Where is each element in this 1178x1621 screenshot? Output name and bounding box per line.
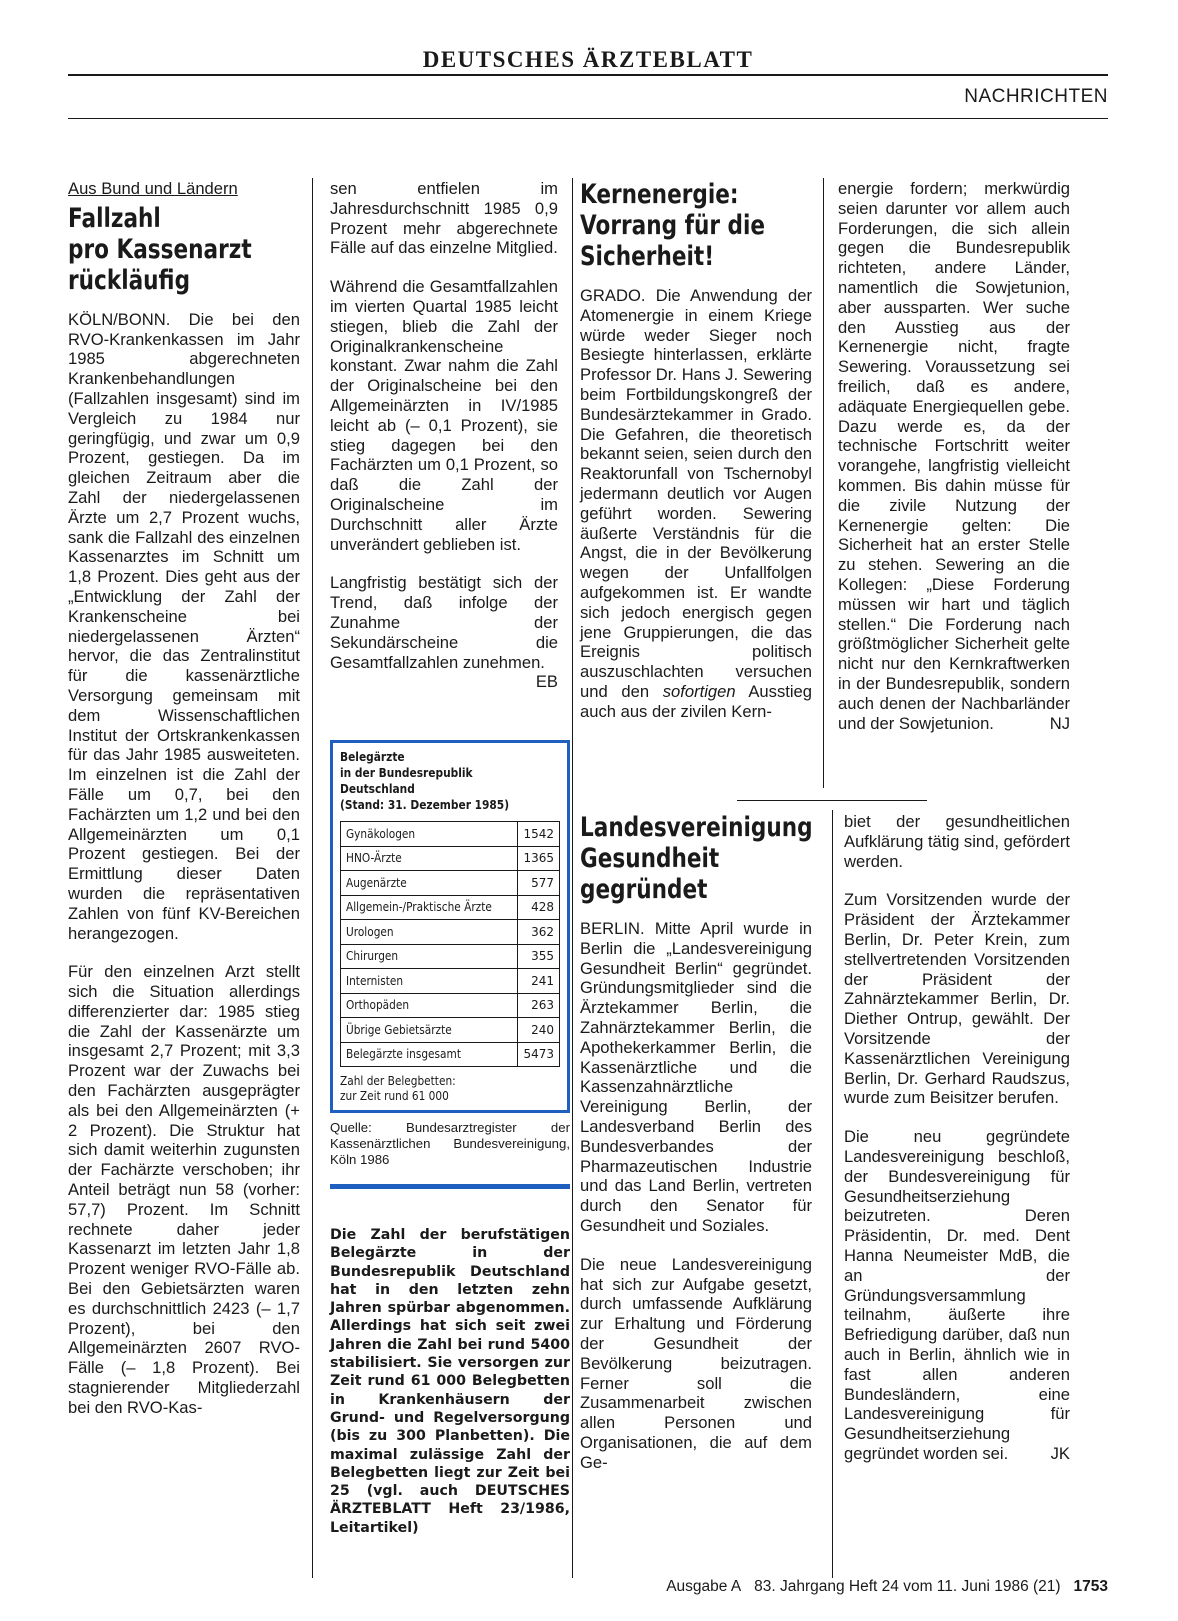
page-number: 1753 <box>1073 1578 1108 1595</box>
table-row <box>341 871 560 896</box>
table-cell-label: Allgemein-/Praktische Ärzte <box>341 895 518 920</box>
table-row <box>341 993 560 1018</box>
article1-paragraph: Während die Gesamtfallzahlen im vierten Quartal 1985 leicht stiegen, blieb die Zahl der Originalkrankenscheine konstant. Zwar nahm die Zahl der Originalscheine bei den Allgemeinärzten in IV/1985 leicht ab (– 0,1 Prozent), sie stieg dagegen bei den Fachärzten um 0,1 Prozent, so daß die Zahl der Originalscheine im Durchschnitt aller Ärzte unverändert geblieben ist. <box>330 277 558 554</box>
table-cell-label: Übrige Gebietsärzte <box>341 1018 518 1043</box>
table-cell-value: 1365 <box>517 846 559 871</box>
column-rule-2 <box>572 178 573 1578</box>
section-label: NACHRICHTEN <box>964 86 1108 107</box>
masthead: DEUTSCHES ÄRZTEBLATT <box>68 46 1108 76</box>
issue-info: 83. Jahrgang Heft 24 vom 11. Juni 1986 (21) <box>754 1578 1061 1595</box>
table-cell-label: Belegärzte insgesamt <box>341 1042 518 1067</box>
article1-paragraph: KÖLN/BONN. Die bei den RVO-Krankenkassen im Jahr 1985 abgerechneten Krankenbehandlungen (Fallzahlen insgesamt) sind im Vergleich zu 1984 nur geringfügig, und zwar um 0,9 Prozent, gestiegen. Da im gleichen Zeitraum aber die Zahl der niedergelassenen Ärzte um 2,7 Prozent wuchs, sank die Fallzahl des einzelnen Kassenarztes im Schnitt um 1,8 Prozent. Dies geht aus der „Entwicklung der Zahl der Krankenscheine bei niedergelassenen Ärzten“ hervor, die das Zentralinstitut für die kassenärztliche Versorgung gemeinsam mit dem Wissenschaftlichen Institut der Ortskrankenkassen für das Jahr 1985 ausweiteten. Im einzelnen ist die Zahl der Fälle um 0,7, bei den Fachärzten um 1,2 und bei den Allgemeinärzten um 0,1 Prozent gestiegen. Bei der Ermittlung dieser Daten wurden die repräsentativen Zahlen von fünf KV-Bereichen herangezogen. <box>68 309 300 943</box>
belegaerzte-table <box>340 821 560 1067</box>
article2-column3 <box>580 179 812 722</box>
article3-paragraph: BERLIN. Mitte April wurde in Berlin die „Landesvereinigung Gesundheit Berlin“ gegründet. Gründungsmitglieder sind die Ärztekammer Berlin, die Zahnärztekammer Berlin, die Apothekerkammer Berlin, die Kassenärztliche und die Kassenzahnärztliche Vereinigung Berlin, der Landesverband Berlin des Bundesverbandes der Pharmazeutischen Industrie und das Land Berlin, vertreten durch den Senator für Gesundheit und Soziales. <box>580 919 812 1235</box>
page-footer <box>540 1578 1108 1596</box>
belegaerzte-table-box <box>330 740 570 1113</box>
belegaerzte-note: Die Zahl der berufstätigen Belegärzte in der Bundesrepublik Deutschland hat in den letzten zehn Jahren spürbar abgenommen. Allerdings hat sich seit zwei Jahren die Zahl bei rund 5400 stabilisiert. Sie versorgen zur Zeit rund 61 000 Belegbetten in Krankenhäusern der Grund- und Regelversorgung (bis zu 300 Planbetten). Die maximal zulässige Zahl der Belegbetten liegt zur Zeit bei 25 (vgl. auch DEUTSCHES ÄRZTEBLATT Heft 23/1986, Leitartikel) <box>330 1227 570 1536</box>
table-row <box>341 846 560 871</box>
table-cell-label: HNO-Ärzte <box>341 846 518 871</box>
table-cell-value: 240 <box>517 1018 559 1043</box>
table-row <box>341 1042 560 1067</box>
article3-headline: Landesvereinigung Gesundheit gegründet <box>580 812 813 905</box>
signoff-jk: JK <box>1050 1443 1070 1463</box>
article1-paragraph: Langfristig bestätigt sich der Trend, daß infolge der Zunahme der Sekundärscheine die Gesamtfallzahlen zunehmen. EB <box>330 573 558 692</box>
table-cell-label: Internisten <box>341 969 518 994</box>
signoff-eb: EB <box>535 672 558 692</box>
kicker: Aus Bund und Ländern <box>68 179 238 198</box>
article3-paragraph: Zum Vorsitzenden wurde der Präsident der Ärztekammer Berlin, Dr. Peter Krein, zum stellvertretenden Vorsitzenden der Präsident der Zahnärztekammer Berlin, Dr. Diether Ontrup, gewählt. Der Vorsitzende der Kassenärztlichen Vereinigung Berlin, Dr. Gerhard Raudszus, wurde zum Beisitzer berufen. <box>844 890 1070 1108</box>
article-separator <box>737 800 927 801</box>
table-row <box>341 920 560 945</box>
article2-paragraph: energie fordern; merkwürdig seien darunter vor allem auch Forderungen, die sich allein gegen die Bundesrepublik richteten, andere Länder, namentlich die Sowjetunion, aber aussparten. Wer suche den Ausstieg aus der Kernenergie nicht, fragte Sewering. Voraussetzung sei freilich, daß es andere, adäquate Energiequellen gebe. Dazu werde es, da der technische Fortschritt weiter vorangehe, langfristig vielleicht kommen. Bis dahin müsse für die zivile Nutzung der Kernenergie gelten: Die Sicherheit hat an erster Stelle zu stehen. Sewering an die Kollegen: „Diese Forderung müssen wir hart und täglich stellen.“ Die Forderung nach größtmöglicher Sicherheit gelte nicht nur den Kernkraftwerken in der Bundesrepublik, sondern auch denen der Nachbarländer und der Sowjetunion. NJ <box>838 179 1070 733</box>
article1-paragraph: Für den einzelnen Arzt stellt sich die Situation allerdings differenzierter dar: 1985 stieg die Zahl der Kassenärzte um insgesamt 2,7 Prozent; mit 3,3 Prozent war der Zuwachs bei den Fachärzten ausgeprägter als bei den Allgemeinärzten (+ 2 Prozent). Die Struktur hat sich damit weiterhin zugunsten der Fachärzte verschoben; ihr Anteil beträgt nun 58 (vorher: 57,7) Prozent. Im Schnitt rechnete daher jeder Kassenarzt im letzten Jahr 1,8 Prozent weniger RVO-Fälle ab. Bei den Gebietsärzten waren es durchschnittlich 2423 (– 1,7 Prozent), bei den Allgemeinärzten 2607 RVO-Fälle (– 1,8 Prozent). Bei stagnierender Mitgliederzahl bei den RVO-Kas- <box>68 962 300 1417</box>
article3-column3 <box>580 812 812 1473</box>
article1-column2 <box>330 179 558 692</box>
article3-paragraph: Die neu gegründete Landesvereinigung beschloß, der Bundesvereinigung für Gesundheitserziehung beizutreten. Deren Präsidentin, Dr. med. Dent Hanna Neumeister MdB, die an der Gründungsversammlung teilnahm, äußerte ihre Befriedigung darüber, daß nun auch in Berlin, ähnlich wie in fast allen anderen Bundesländern, eine Landesvereinigung für Gesundheitserziehung gegründet worden sei. JK <box>844 1127 1070 1463</box>
column-rule-3 <box>823 178 824 788</box>
header-rule <box>68 118 1108 119</box>
table-cell-label: Gynäkologen <box>341 822 518 847</box>
table-row <box>341 1018 560 1043</box>
article2-column4 <box>838 179 1070 733</box>
table-cell-value: 577 <box>517 871 559 896</box>
edition: Ausgabe A <box>666 1578 742 1595</box>
column-rule-4 <box>832 810 833 1578</box>
signoff-nj: NJ <box>1049 713 1070 733</box>
article2-headline: Kernenergie: Vorrang für die Sicherheit! <box>580 179 766 272</box>
table-row <box>341 969 560 994</box>
table-cell-value: 362 <box>517 920 559 945</box>
table-row <box>341 944 560 969</box>
column-rule-1 <box>312 178 313 1578</box>
article1-paragraph: sen entfielen im Jahresdurchschnitt 1985 0,9 Prozent mehr abgerechnete Fälle auf das einzelne Mitglied. <box>330 179 558 258</box>
article3-paragraph: Die neue Landesvereinigung hat sich zur Aufgabe gesetzt, durch umfassende Aufklärung zur Erhaltung und Förderung der Gesundheit der Bevölkerung beizutragen. Ferner soll die Zusammenarbeit zwischen allen Personen und Organisationen, die auf dem Ge- <box>580 1254 812 1472</box>
table-cell-label: Orthopäden <box>341 993 518 1018</box>
table-cell-label: Augenärzte <box>341 871 518 896</box>
table-title: Belegärzte in der Bundesrepublik Deutschland (Stand: 31. Dezember 1985) <box>340 749 510 812</box>
table-source: Quelle: Bundesarztregister der Kassenärztlichen Bundesvereinigung, Köln 1986 <box>330 1120 570 1167</box>
table-cell-value: 5473 <box>517 1042 559 1067</box>
table-note: Zahl der Belegbetten: zur Zeit rund 61 000 <box>340 1074 456 1103</box>
table-cell-value: 1542 <box>517 822 559 847</box>
table-cell-label: Urologen <box>341 920 518 945</box>
table-cell-label: Chirurgen <box>341 944 518 969</box>
table-cell-value: 428 <box>517 895 559 920</box>
table-cell-value: 263 <box>517 993 559 1018</box>
article3-column4 <box>844 812 1070 1464</box>
article3-paragraph: biet der gesundheitlichen Aufklärung tätig sind, gefördert werden. <box>844 812 1070 871</box>
table-cell-value: 241 <box>517 969 559 994</box>
blue-divider <box>330 1184 570 1189</box>
table-row <box>341 822 560 847</box>
article1-column1 <box>68 179 300 1418</box>
article2-paragraph: GRADO. Die Anwendung der Atomenergie in einem Kriege würde weder Sieger noch Besiegte hinterlassen, erklärte Professor Dr. Hans J. Sewering beim Fortbildungskongreß der Bundesärztekammer in Grado. Die Gefahren, die theoretisch bekannt seien, seien durch den Reaktorunfall von Tschernobyl jedermann deutlich vor Augen geführt worden. Sewering äußerte Verständnis für die Angst, die in der Bevölkerung wegen der Unfallfolgen aufgekommen ist. Er wandte sich jedoch energisch gegen jene Gruppierungen, die das Ereignis politisch auszuschlachten versuchen und den sofortigen Ausstieg auch aus der zivilen Kern- <box>580 286 812 721</box>
table-row <box>341 895 560 920</box>
table-cell-value: 355 <box>517 944 559 969</box>
article1-headline: Fallzahl pro Kassenarzt rückläufig <box>68 202 252 296</box>
